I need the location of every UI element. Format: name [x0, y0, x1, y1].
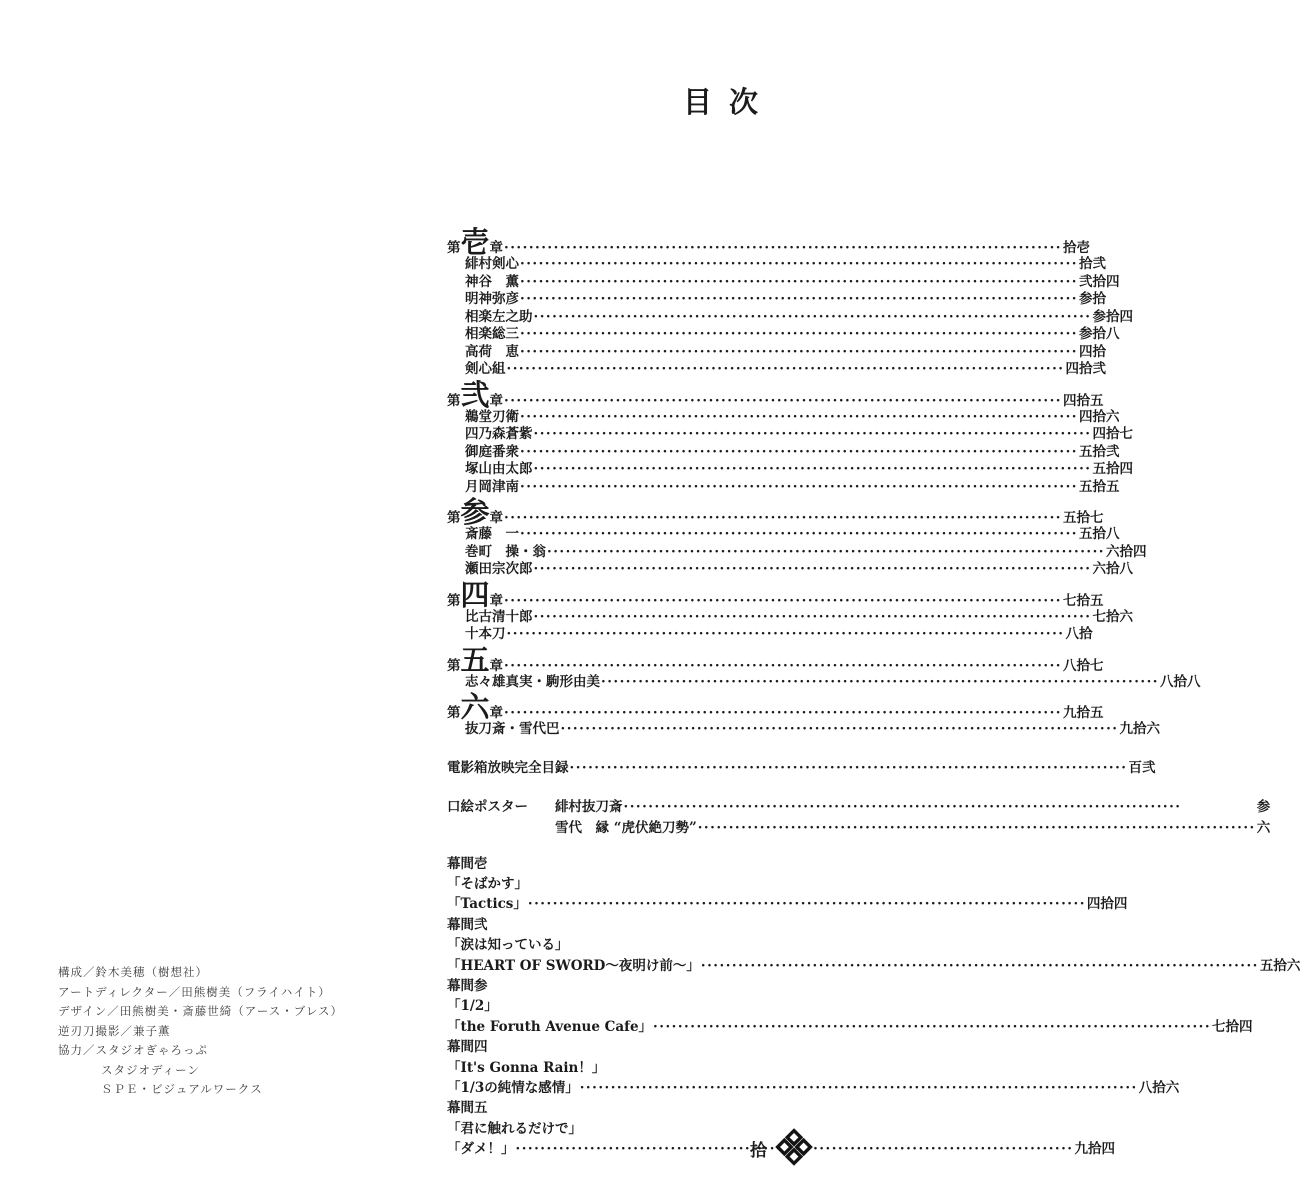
toc-entry [447, 626, 1093, 644]
toc-entry-label: 十本刀 [465, 626, 506, 642]
interlude-row-label: 「Tactics」 [447, 896, 527, 913]
credit-line: 構成／鈴木美穂（樹想社） [58, 965, 208, 979]
dot-leader [507, 626, 1065, 644]
dot-leader [653, 1017, 1211, 1037]
toc-entry [447, 291, 1106, 309]
chapter-heading [447, 642, 1104, 677]
toc-entry-label: 瀬田宗次郎 [465, 561, 533, 577]
page-number: 五拾弐 [1079, 443, 1120, 460]
toc-entry-label: 抜刀斎・雪代巴 [465, 721, 560, 737]
dot-leader [580, 1078, 1138, 1098]
page-number: 八拾八 [1160, 673, 1201, 690]
chapter-suffix: 章 [489, 240, 504, 256]
toc-entry-label: 相楽総三 [465, 326, 519, 342]
chapter-block [447, 377, 1133, 497]
page-number: 七拾五 [1063, 592, 1104, 609]
interlude-row-label: 幕間壱 [447, 855, 488, 872]
chapter-prefix: 第 [447, 592, 461, 609]
interlude-row [447, 915, 760, 935]
toc-entry [447, 478, 1120, 497]
interlude-row-label: 「涙は知っている」 [447, 937, 569, 954]
toc-entry-label: 相楽左之助 [465, 308, 533, 325]
page-number: 六 [1256, 819, 1271, 836]
chapter-prefix: 第 [447, 705, 461, 721]
chapter-numeral: 弐 [460, 377, 490, 412]
page-number: 百弐 [1128, 759, 1156, 776]
interlude-row-label: 幕間参 [447, 977, 488, 994]
page-number: 四拾六 [1079, 408, 1120, 425]
toc-entry [447, 343, 1106, 362]
toc-entry-label: 鵜堂刃衛 [465, 408, 519, 425]
credit-line: アートディレクター／田熊樹美（フライハイト） [58, 984, 331, 999]
toc-entry-label: 緋村剣心 [465, 256, 519, 272]
page-number: 拾壱 [1063, 240, 1091, 256]
poster-entry [555, 818, 1270, 839]
toc-entry-label: 御庭番衆 [465, 443, 519, 460]
interlude-row-label: 「ダメ！」 [447, 1141, 515, 1158]
page-number: 参 [1256, 798, 1271, 815]
chapter-entries [447, 673, 1201, 692]
page-number: 四拾弐 [1065, 361, 1106, 377]
toc-entry-label: 比古清十郎 [465, 608, 533, 625]
dot-leader [520, 256, 1078, 274]
toc-entry [447, 408, 1120, 427]
page-number: 参拾 [1079, 291, 1106, 307]
interlude-row-label: 幕間弐 [447, 916, 488, 933]
poster-entry-label: 雪代 縁 “虎伏絶刀勢” [555, 819, 697, 836]
credit-line: ＳＰＥ・ビジュアルワークス [101, 1082, 263, 1096]
interlude-row-label: 「そばかす」 [447, 875, 528, 892]
chapter-entries [447, 608, 1133, 644]
chapter-numeral: 参 [460, 495, 490, 529]
interlude-row-label: 「君に触れるだけで」 [447, 1120, 582, 1137]
interlude-row-label: 「1/3の純情な感情」 [447, 1079, 579, 1096]
chapter-prefix: 第 [447, 657, 461, 674]
chapter-block [447, 690, 1160, 739]
page-number: 五拾六 [1259, 957, 1300, 974]
toc-entry [447, 426, 1133, 444]
page-number: 四拾 [1079, 343, 1106, 360]
chapter-heading [447, 690, 1104, 724]
dot-leader [534, 609, 1092, 627]
dot-leader [504, 393, 1062, 409]
poster-entry-label: 緋村抜刀斎 [555, 798, 623, 815]
dot-leader [520, 409, 1078, 427]
chapter-prefix: 第 [447, 510, 461, 526]
dot-leader [520, 291, 1078, 309]
interlude-row [447, 854, 760, 874]
page-number: 九拾四 [1074, 1141, 1115, 1158]
toc-entry-label: 剣心組 [465, 361, 506, 377]
chapter-numeral: 六 [460, 690, 490, 724]
toc-entry [447, 308, 1133, 327]
page-number: 参拾四 [1092, 308, 1133, 325]
interlude-row [447, 956, 1300, 976]
interlude-row [447, 996, 760, 1016]
toc-entry [447, 443, 1120, 462]
dot-leader [528, 894, 1086, 914]
dot-leader [601, 674, 1159, 692]
credit-line: 逆刃刀撮影／兼子薫 [58, 1023, 171, 1038]
chapter-block [447, 642, 1201, 692]
chapter-heading [447, 577, 1104, 612]
toc-entry [447, 673, 1201, 692]
toc-entry [447, 721, 1160, 739]
page-number: 四拾五 [1063, 392, 1104, 409]
toc-entry-label: 志々雄真実・駒形由美 [465, 673, 600, 690]
interlude-row [447, 894, 1128, 914]
page-number: 五拾五 [1079, 478, 1120, 495]
page-number: 八拾七 [1063, 657, 1104, 674]
toc-entry-label: 月岡津南 [465, 478, 519, 495]
dot-leader [520, 326, 1078, 344]
chapter-suffix: 章 [489, 657, 504, 674]
interlude-row [447, 1037, 760, 1057]
chapter-numeral: 四 [460, 577, 490, 612]
dot-leader [520, 274, 1078, 292]
interlude-row-label: 「It's Gonna Rain！」 [447, 1059, 606, 1076]
dot-leader [624, 797, 1256, 818]
chapter-prefix: 第 [447, 392, 461, 409]
interlude-row-label: 幕間四 [447, 1039, 488, 1056]
dot-leader [504, 593, 1062, 609]
chapter-entries [447, 721, 1160, 739]
chapter-suffix: 章 [489, 510, 504, 526]
credit-line: 協力／スタジオぎゃろっぷ [58, 1043, 208, 1057]
chapter-block [447, 225, 1133, 379]
dot-leader [520, 444, 1078, 462]
toc-entry-label: 斎藤 一 [465, 526, 519, 542]
dot-leader [520, 526, 1078, 544]
poster-entry [555, 797, 1270, 818]
chapter-prefix: 第 [447, 240, 461, 256]
interlude-row-label: 「1/2」 [447, 998, 498, 1015]
chapter-numeral: 五 [460, 642, 490, 677]
chapter-entries [447, 526, 1147, 579]
dot-leader [504, 510, 1062, 526]
interlude-row [447, 1058, 760, 1078]
dot-leader [534, 426, 1092, 444]
page-number: 七拾四 [1212, 1018, 1253, 1035]
dot-leader [504, 240, 1062, 256]
dot-leader [520, 344, 1078, 362]
interlude-row [447, 1078, 1180, 1098]
toc-column [447, 225, 1300, 1160]
toc-entry [447, 461, 1133, 479]
toc-entry [447, 561, 1133, 579]
toc-entry-label: 高荷 恵 [465, 343, 519, 360]
poster-items [555, 797, 1270, 839]
interlude-row [447, 1098, 760, 1118]
toc-entry [447, 273, 1120, 292]
dot-leader [701, 956, 1259, 976]
interlude-row [447, 1119, 760, 1139]
toc-entry-label: 神谷 薫 [465, 273, 519, 290]
chapter-heading [447, 225, 1091, 259]
diamond-crest-icon [773, 1126, 815, 1168]
page-number: 五拾七 [1063, 510, 1104, 526]
chapter-entries [447, 256, 1133, 379]
dot-leader [504, 705, 1062, 721]
credit-line: デザイン／田熊樹美・斎藤世綺（アース・ブレス） [58, 1004, 343, 1018]
page-number: 四拾四 [1086, 896, 1128, 913]
episode-list-label: 電影箱放映完全目録 [447, 759, 569, 776]
chapter-suffix: 章 [489, 705, 504, 721]
dot-leader [534, 309, 1092, 327]
chapter-list [447, 225, 1201, 739]
interlude-row-label: 「the Foruth Avenue Cafe」 [447, 1018, 653, 1035]
interlude-row-label: 幕間五 [447, 1100, 488, 1117]
toc-entry [447, 256, 1106, 274]
chapter-suffix: 章 [489, 392, 504, 409]
toc-entry-label: 四乃森蒼紫 [465, 426, 533, 442]
poster-section-heading: 口絵ポスター [447, 798, 528, 815]
chapter-block [447, 495, 1147, 579]
interlude-row [447, 874, 760, 894]
page-number: 六拾八 [1092, 561, 1133, 577]
dot-leader [507, 361, 1065, 379]
corner-page-number: 拾 [750, 1141, 767, 1161]
dot-leader [698, 818, 1256, 839]
page-number: 七拾六 [1092, 608, 1133, 625]
interlude-row [447, 935, 760, 955]
toc-entry [447, 326, 1120, 344]
chapter-heading [447, 377, 1104, 412]
page-number: 拾弐 [1079, 256, 1106, 272]
toc-row-episode-list [447, 759, 1156, 777]
page-number: 九拾六 [1119, 721, 1160, 737]
toc-entry [447, 361, 1106, 379]
interlude-row-label: 「HEART OF SWORD～夜明け前～」 [447, 957, 700, 974]
toc-entry-label: 塚山由太郎 [465, 461, 533, 477]
toc-entry [447, 543, 1147, 562]
page-number: 八拾六 [1138, 1079, 1180, 1096]
page-number: 八拾 [1065, 626, 1093, 642]
chapter-entries [447, 408, 1133, 497]
chapter-heading [447, 495, 1104, 529]
dot-leader [534, 561, 1092, 579]
interlude-section [447, 854, 1300, 1160]
interlude-row [447, 976, 760, 996]
toc-entry-label: 明神弥彦 [465, 291, 519, 307]
toc-entry [447, 608, 1133, 627]
dot-leader [520, 479, 1078, 497]
page-number: 参拾八 [1079, 326, 1120, 342]
chapter-block [447, 577, 1133, 644]
credit-line: スタジオディーン [101, 1062, 200, 1077]
page-number: 六拾四 [1106, 543, 1147, 560]
dot-leader [534, 461, 1092, 479]
toc-entry [447, 526, 1120, 544]
dot-leader [504, 658, 1062, 674]
dot-leader [561, 721, 1119, 739]
chapter-numeral: 壱 [460, 225, 490, 259]
interlude-row [447, 1017, 1253, 1037]
dot-leader [570, 759, 1128, 777]
interlude-row [447, 1139, 1115, 1159]
credits-block [58, 963, 343, 1100]
page-number: 九拾五 [1063, 705, 1104, 721]
page-number: 弐拾四 [1079, 273, 1120, 290]
toc-entry-label: 巻町 操・翁 [465, 543, 546, 560]
page-number: 五拾八 [1079, 526, 1120, 542]
poster-section [447, 797, 1271, 839]
page-title: 目次 [683, 85, 776, 119]
dot-leader [547, 544, 1105, 562]
page-number: 四拾七 [1092, 426, 1133, 442]
page-number: 五拾四 [1092, 461, 1133, 477]
chapter-suffix: 章 [489, 592, 504, 609]
